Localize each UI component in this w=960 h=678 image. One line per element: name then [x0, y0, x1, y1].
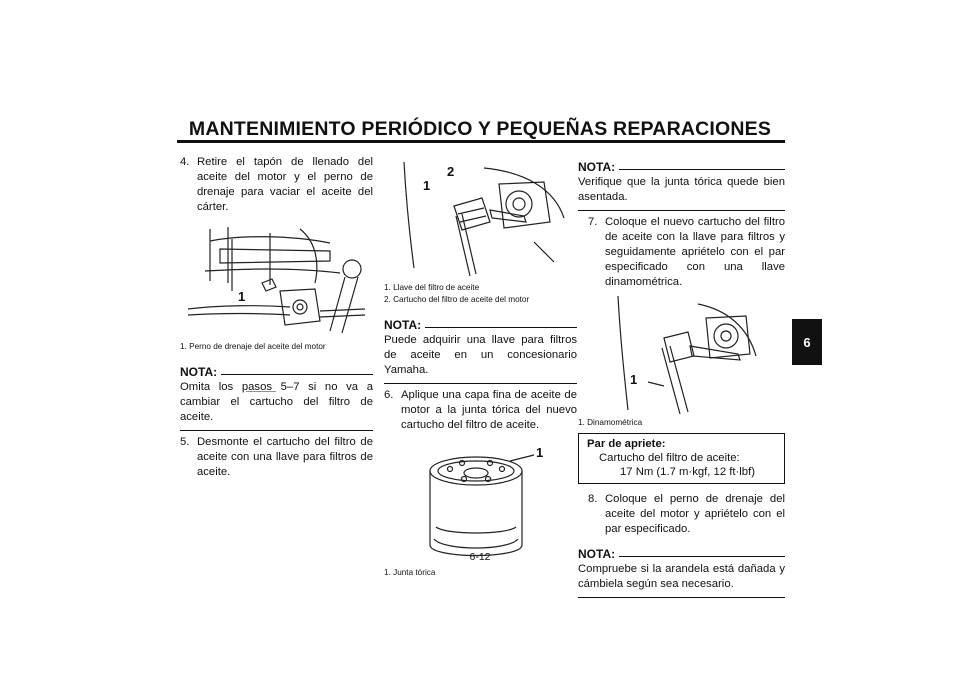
step-text: Desmonte el cartucho del filtro de aceite con una llave para filtros de aceite. — [197, 436, 373, 478]
torque-wrench-illustration — [578, 294, 771, 414]
figure-caption: 1. Dinamométrica — [578, 418, 643, 427]
figure-caption: 1. Junta tórica — [384, 568, 436, 577]
note-label: NOTA: — [578, 547, 616, 561]
note-label: NOTA: — [578, 160, 616, 174]
chapter-tab[interactable]: 6 — [792, 319, 822, 365]
right-column — [578, 158, 785, 602]
note-label: NOTA: — [384, 318, 422, 332]
step-6 — [384, 388, 577, 433]
step-4 — [180, 155, 373, 215]
step-number: 6. — [384, 389, 394, 401]
note-heading — [180, 365, 373, 380]
torque-spec-box — [578, 433, 785, 484]
callout-leader — [246, 391, 276, 392]
figure-4 — [578, 294, 771, 414]
step-8 — [588, 492, 785, 537]
figure-caption: 1. Perno de drenaje del aceite del motor — [180, 342, 326, 351]
step-number: 5. — [180, 436, 190, 448]
figure-callout-1: 1 — [536, 445, 544, 460]
spec-item: Cartucho del filtro de aceite: — [599, 452, 740, 464]
note-heading — [384, 318, 577, 333]
page-number: 6-12 — [469, 551, 491, 563]
step-number: 4. — [180, 156, 190, 168]
figure-callout-1: 1 — [423, 178, 431, 193]
figure-caption: 1. Llave del filtro de aceite — [384, 283, 480, 292]
note-body: Omita los pasos 5–7 si no va a cambiar el cartucho del filtro de aceite. — [180, 381, 373, 423]
figure-caption: 2. Cartucho del filtro de aceite del motor — [384, 295, 530, 304]
step-7 — [588, 215, 785, 290]
note-heading — [578, 547, 785, 562]
step-text: Aplique una capa fina de aceite de motor a la junta tórica del nuevo cartucho del filtro de aceite. — [401, 389, 577, 431]
note-body: Puede adquirir una llave para filtros de aceite en un concesionario Yamaha. — [384, 334, 577, 376]
note-heading — [578, 160, 785, 175]
figure-3 — [384, 445, 577, 563]
note-body: Verifique que la junta tórica quede bien asentada. — [578, 176, 785, 203]
note-end-rule — [578, 210, 785, 211]
figure-callout-1: 1 — [630, 372, 638, 387]
header-rule — [177, 140, 785, 143]
spec-value: 17 Nm (1.7 m·kgf, 12 ft·lbf) — [620, 466, 755, 478]
step-5 — [180, 435, 373, 480]
step-number: 7. — [588, 216, 598, 228]
page-title: MANTENIMIENTO PERIÓDICO Y PEQUEÑAS REPARACIONES — [188, 118, 772, 140]
note-label: NOTA: — [180, 365, 218, 379]
step-number: 8. — [588, 493, 598, 505]
drain-bolt-illustration — [180, 221, 373, 339]
note-end-rule — [384, 383, 577, 384]
step-text: Coloque el perno de drenaje del aceite del motor y apriételo con el par especificado. — [605, 493, 785, 535]
note-body: Compruebe si la arandela está dañada y cámbiela según sea necesario. — [578, 563, 785, 590]
left-column: 4. Retire el tapón de llenado del aceite del motor y el perno de drenaje para vaciar el aceite del cárter. 1 1. Perno de drenaje del aceite del motor NOTA: Omita los pasos 5–7 si no va a cambiar el cartucho del filtro de aceite. 5. Desmonte el cartucho del filtro de aceite con una llave para filtros de aceite. — [180, 156, 373, 478]
middle-column — [384, 158, 577, 579]
oil-filter-wrench-illustration — [384, 158, 577, 276]
spec-label: Par de apriete: — [587, 438, 666, 450]
figure-2 — [384, 158, 577, 276]
note-end-rule — [578, 597, 785, 598]
step-text: Coloque el nuevo cartucho del filtro de aceite con la llave para filtros y seguidamente apriételo con el par especificado con una llave dinamométrica. — [605, 216, 785, 288]
oil-filter-cartridge-illustration — [384, 445, 577, 563]
note-end-rule — [180, 430, 373, 431]
figure-callout-2: 2 — [447, 164, 455, 179]
step-text: Retire el tapón de llenado del aceite del motor y el perno de drenaje para vaciar el aceite del cárter. — [197, 156, 373, 213]
